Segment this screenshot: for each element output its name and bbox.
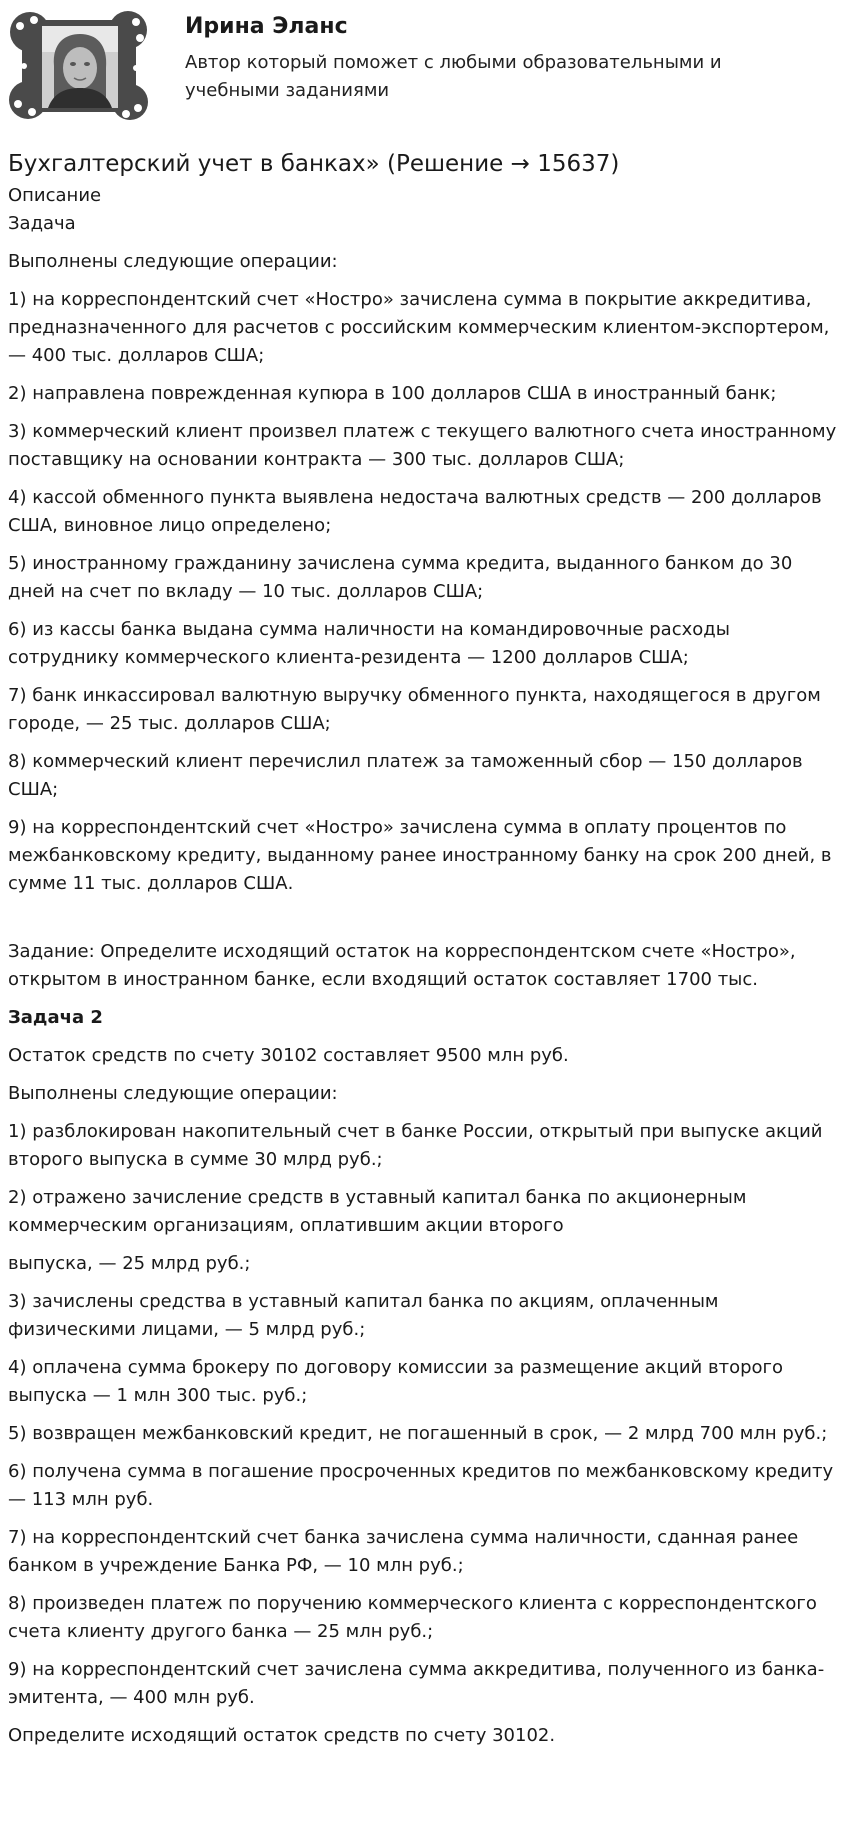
task2-item: 6) получена сумма в погашение просроченных кредитов по межбанковскому кредиту — 113 млн руб. [8, 1461, 834, 1510]
task1-item: 5) иностранному гражданину зачислена сумма кредита, выданного банком до 30 дней на счет по вкладу — 10 тыс. долларов США; [8, 553, 793, 602]
section-spacer [8, 908, 838, 938]
task1-item: 9) на корреспондентский счет «Ностро» зачислена сумма в оплату процентов по межбанковскому кредиту, выданному ранее иностранному банку на срок 200 дней, в сумме 11 тыс. долларов США. [8, 817, 832, 894]
task1-item: 3) коммерческий клиент произвел платеж с текущего валютного счета иностранному поставщику на основании контракта — 300 тыс. долларов США; [8, 421, 837, 470]
task2-item: 5) возвращен межбанковский кредит, не погашенный в срок, — 2 млрд 700 млн руб.; [8, 1423, 828, 1444]
task1-item: 2) направлена поврежденная купюра в 100 долларов США в иностранный банк; [8, 383, 777, 404]
task1-assignment: Задание: Определите исходящий остаток на корреспондентском счете «Ностро», открытом в иностранном банке, если входящий остаток составляет 1700 тыс. [8, 941, 796, 990]
task1-item: 6) из кассы банка выдана сумма наличности на командировочные расходы сотруднику коммерческого клиента-резидента — 1200 долларов США; [8, 619, 730, 668]
task1-item: 8) коммерческий клиент перечислил платеж за таможенный сбор — 150 долларов США; [8, 751, 803, 800]
task2-assignment: Определите исходящий остаток средств по счету 30102. [8, 1725, 556, 1746]
author-card [0, 0, 847, 135]
task2-item: 4) оплачена сумма брокеру по договору комиссии за размещение акций второго выпуска — 1 млн 300 тыс. руб.; [8, 1357, 783, 1406]
page-title: Бухгалтерский учет в банках» (Решение → 15637) [8, 151, 620, 177]
avatar[interactable] [8, 8, 150, 124]
author-photo-icon [8, 8, 150, 124]
task2-item: 8) произведен платеж по поручению коммерческого клиента с корреспондентского счета клиенту другого банка — 25 млн руб.; [8, 1593, 817, 1642]
task2-heading: Задача 2 [8, 1007, 103, 1028]
task2-item-continuation: выпуска, — 25 млрд руб.; [8, 1253, 251, 1274]
author-description: Автор который поможет с любыми образовательными и учебными заданиями [185, 52, 722, 101]
task2-item: 2) отражено зачисление средств в уставный капитал банка по акционерным коммерческим организациям, оплатившим акции второго [8, 1187, 747, 1236]
task-label: Задача [8, 213, 76, 234]
task2-item: 9) на корреспондентский счет зачислена сумма аккредитива, полученного из банка-эмитента, — 400 млн руб. [8, 1659, 825, 1708]
document-content [8, 146, 838, 1760]
task2-item: 1) разблокирован накопительный счет в банке России, открытый при выпуске акций второго выпуска в сумме 30 млрд руб.; [8, 1121, 823, 1170]
task1-intro: Выполнены следующие операции: [8, 251, 338, 272]
task1-item: 1) на корреспондентский счет «Ностро» зачислена сумма в покрытие аккредитива, предназначенного для расчетов с российским коммерческим клиентом-экспортером, — 400 тыс. долларов США; [8, 289, 830, 366]
author-name[interactable]: Ирина Эланс [185, 14, 348, 39]
task2-item: 7) на корреспондентский счет банка зачислена сумма наличности, сданная ранее банком в учреждение Банка РФ, — 10 млн руб.; [8, 1527, 799, 1576]
task2-balance: Остаток средств по счету 30102 составляет 9500 млн руб. [8, 1045, 569, 1066]
task2-item: 3) зачислены средства в уставный капитал банка по акциям, оплаченным физическими лицами, — 5 млрд руб.; [8, 1291, 719, 1340]
task2-intro: Выполнены следующие операции: [8, 1083, 338, 1104]
description-label: Описание [8, 185, 102, 206]
task1-item: 4) кассой обменного пункта выявлена недостача валютных средств — 200 долларов США, виновное лицо определено; [8, 487, 822, 536]
task1-item: 7) банк инкассировал валютную выручку обменного пункта, находящегося в другом городе, — 25 тыс. долларов США; [8, 685, 821, 734]
